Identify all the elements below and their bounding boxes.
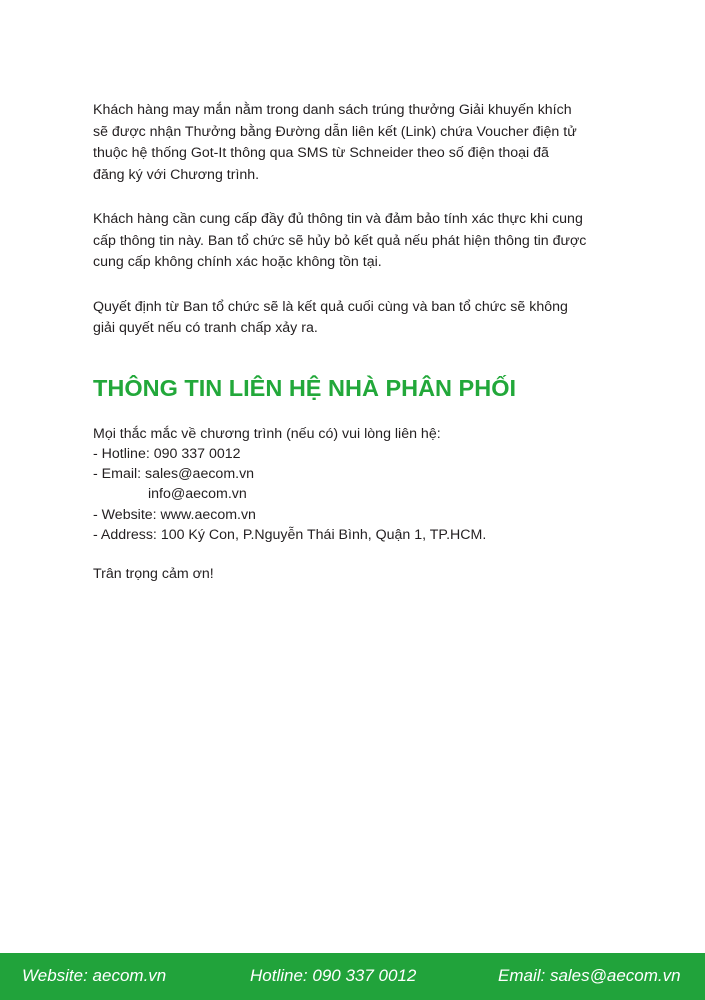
paragraph-line: thuộc hệ thống Got-It thông qua SMS từ Schneider theo số điện thoại đã [93, 145, 549, 161]
footer-hotline: Hotline: 090 337 0012 [250, 966, 417, 985]
footer-website: Website: aecom.vn [22, 966, 167, 985]
paragraph-line: cung cấp không chính xác hoặc không tồn tại. [93, 254, 382, 270]
contact-email-secondary: info@aecom.vn [148, 486, 247, 503]
paragraph-line: Khách hàng cần cung cấp đầy đủ thông tin và đảm bảo tính xác thực khi cung [93, 211, 583, 227]
paragraph-line: Quyết định từ Ban tổ chức sẽ là kết quả cuối cùng và ban tổ chức sẽ không [93, 298, 568, 315]
contact-email-primary: - Email: sales@aecom.vn [93, 466, 255, 483]
footer-bar [0, 953, 705, 1000]
contact-hotline: - Hotline: 090 337 0012 [93, 445, 241, 462]
contact-website: - Website: www.aecom.vn [93, 506, 256, 523]
paragraph-line: cấp thông tin này. Ban tổ chức sẽ hủy bỏ kết quả nếu phát hiện thông tin được [93, 232, 587, 249]
paragraph-line: sẽ được nhận Thưởng bằng Đường dẫn liên kết (Link) chứa Voucher điện tử [93, 123, 577, 140]
paragraph-line: đăng ký với Chương trình. [93, 166, 260, 183]
paragraph-line: giải quyết nếu có tranh chấp xảy ra. [93, 320, 318, 336]
contact-list [93, 424, 633, 546]
contact-intro: Mọi thắc mắc về chương trình (nếu có) vui lòng liên hệ: [93, 425, 441, 442]
distributor-contact-heading: THÔNG TIN LIÊN HỆ NHÀ PHÂN PHỐI [93, 374, 517, 401]
footer-email: Email: sales@aecom.vn [498, 966, 681, 985]
closing-thanks: Trân trọng cảm ơn! [93, 566, 214, 583]
prize-delivery-paragraph [93, 100, 633, 186]
final-decision-paragraph [93, 297, 633, 340]
document-body [93, 100, 633, 584]
contact-address: - Address: 100 Ký Con, P.Nguyễn Thái Bình, Quận 1, TP.HCM. [93, 526, 487, 543]
info-accuracy-paragraph [93, 209, 633, 274]
paragraph-line: Khách hàng may mắn nằm trong danh sách trúng thưởng Giải khuyến khích [93, 102, 572, 118]
